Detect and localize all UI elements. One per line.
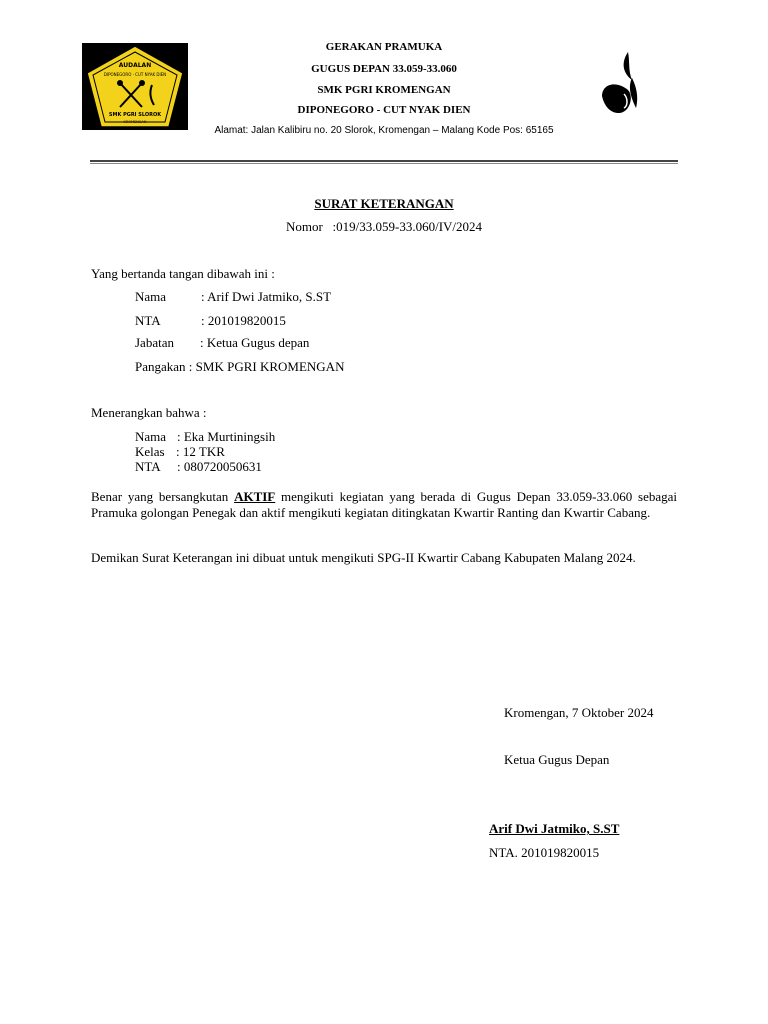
header-divider xyxy=(90,160,678,162)
header-divider-thin xyxy=(90,163,678,164)
signature-nta: NTA. 201019820015 xyxy=(489,845,600,860)
signer-nama-value: : Arif Dwi Jatmiko, S.ST xyxy=(201,289,332,304)
logo-middle-text: DIPONEGORO · CUT NYAK DIEN xyxy=(103,72,167,77)
nomor-value: :019/33.059-33.060/IV/2024 xyxy=(332,219,483,234)
signer-pangakan-row xyxy=(135,359,344,375)
subject-nama-row xyxy=(135,429,275,445)
header-names: DIPONEGORO - CUT NYAK DIEN xyxy=(297,104,471,116)
header-gugus-depan: GUGUS DEPAN 33.059-33.060 xyxy=(311,63,457,75)
aktif-keyword: AKTIF xyxy=(234,489,276,504)
subject-nta-label: NTA xyxy=(135,459,161,474)
place-date: Kromengan, 7 Oktober 2024 xyxy=(504,705,654,720)
signer-pangakan-value: : SMK PGRI KROMENGAN xyxy=(188,359,345,374)
intro-text: Yang bertanda tangan dibawah ini : xyxy=(91,266,275,281)
letter-number xyxy=(0,219,768,235)
signer-jabatan-label: Jabatan xyxy=(135,335,174,350)
logo-bottom-small-text: KROMENGAN xyxy=(123,120,147,124)
subject-kelas-label: Kelas xyxy=(135,444,165,459)
header-address: Alamat: Jalan Kalibiru no. 20 Slorok, Kromengan – Malang Kode Pos: 65165 xyxy=(214,125,554,136)
header-org: GERAKAN PRAMUKA xyxy=(325,41,443,53)
subject-nta-value: : 080720050631 xyxy=(177,459,262,474)
signer-nta-value: : 201019820015 xyxy=(201,313,286,328)
subject-nta-row xyxy=(135,459,262,475)
nomor-label: Nomor xyxy=(285,219,323,234)
signer-position: Ketua Gugus Depan xyxy=(504,752,610,767)
subject-nama-label: Nama xyxy=(135,429,167,444)
signer-nta-row xyxy=(135,313,286,329)
signer-nama-row xyxy=(135,289,331,305)
signer-pangakan-label: Pangakan xyxy=(135,359,186,374)
signer-jabatan-value: : Ketua Gugus depan xyxy=(200,335,310,350)
signer-jabatan-row xyxy=(135,335,309,351)
body1-pre: Benar yang bersangkutan xyxy=(91,489,235,504)
subject-kelas-row xyxy=(135,444,225,460)
subject-kelas-value: : 12 TKR xyxy=(176,444,225,459)
body-paragraph-2: Demikan Surat Keterangan ini dibuat untuk mengikuti SPG-II Kwartir Cabang Kabupaten Malang 2024. xyxy=(91,550,636,565)
logo-bottom-text: SMK PGRI SLOROK xyxy=(108,112,162,118)
body-paragraph-1 xyxy=(91,489,677,521)
letter-title: SURAT KETERANGAN xyxy=(314,196,454,211)
signer-nama-label: Nama xyxy=(135,289,167,304)
menerangkan-text: Menerangkan bahwa : xyxy=(91,405,207,420)
header-school: SMK PGRI KROMENGAN xyxy=(317,84,451,96)
subject-nama-value: : Eka Murtiningsih xyxy=(177,429,276,444)
body1-post: mengikuti kegiatan yang berada di Gugus Depan 33.059-33.060 sebagai Pramuka golongan Penegak dan aktif mengikuti kegiatan ditingkatan Kwartir Ranting dan Kwartir Cabang. xyxy=(91,489,677,520)
tunas-kelapa-icon xyxy=(598,50,646,118)
signer-nta-label: NTA xyxy=(135,313,161,328)
signature-name: Arif Dwi Jatmiko, S.ST xyxy=(489,821,620,836)
logo-top-text: AUDALAN xyxy=(118,62,152,69)
